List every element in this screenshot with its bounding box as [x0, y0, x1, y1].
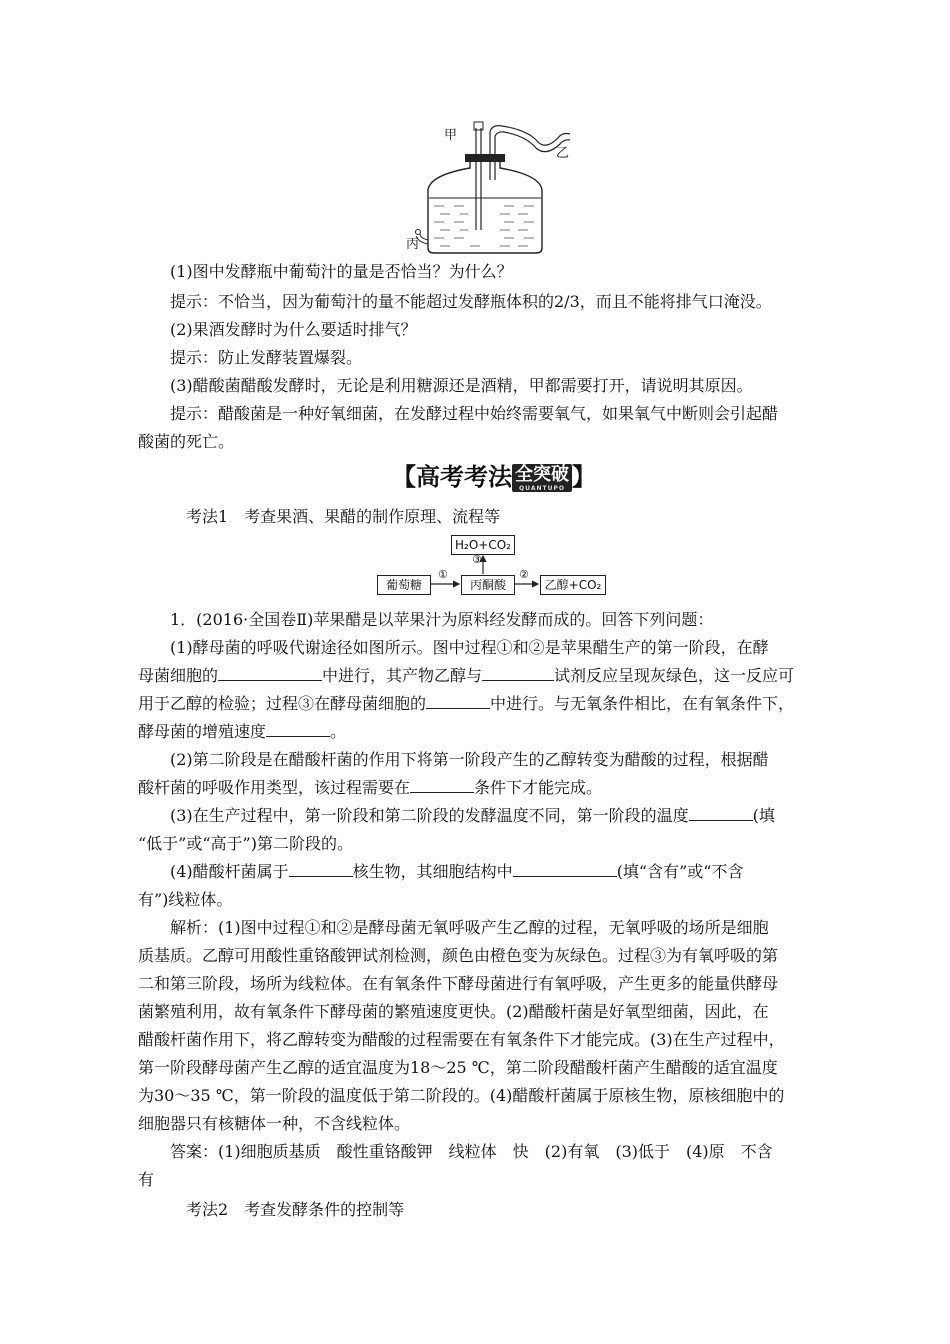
problem-1-stem: 1．(2016·全国卷Ⅱ)苹果醋是以苹果汁为原料经发酵而成的。回答下列问题：: [170, 610, 714, 629]
hint-3: 提示：醋酸菌是一种好氧细菌，在发酵过程中始终需要氧气，如果氧气中断则会引起醋: [170, 404, 779, 423]
answer-blank[interactable]: [410, 778, 474, 793]
fermentation-bottle-figure: [410, 120, 580, 255]
banner-close-bracket: 】: [572, 463, 596, 491]
banner-title: 高考考法: [416, 463, 512, 491]
text-segment: 母菌细胞的: [138, 666, 219, 685]
explanation-line-8: 细胞器只有核糖体一种，不含线粒体。: [138, 1114, 411, 1133]
problem-1-part2-line2: [138, 778, 602, 798]
flow-box-h2o-co2: H₂O+CO₂: [451, 535, 515, 555]
banner-open-bracket: 【: [392, 463, 416, 491]
hint-3-cont: 酸菌的死亡。: [138, 432, 235, 451]
explanation-line-3: 二和第三阶段，场所为线粒体。在有氧条件下酵母菌进行有氧呼吸，产生更多的能量供酵母: [138, 974, 779, 993]
flow-box-pyruvate: 丙酮酸: [461, 575, 515, 595]
hint-1: 提示：不恰当，因为葡萄汁的量不能超过发酵瓶体积的2/3，而且不能将排气口淹没。: [170, 292, 772, 311]
problem-1-part1: (1)酵母菌的呼吸代谢途径如图所示。图中过程①和②是苹果醋生产的第一阶段，在酵: [170, 638, 769, 657]
text-segment: (4)醋酸杆菌属于: [170, 862, 289, 881]
problem-1-part3-line2: “低于”或“高于”)第二阶段的。: [138, 834, 353, 853]
text-segment: (填: [752, 806, 775, 825]
problem-1-part2: (2)第二阶段是在醋酸杆菌的作用下将第一阶段产生的乙醇转变为醋酸的过程，根据醋: [170, 750, 769, 769]
explanation-line-6: 第一阶段酵母菌产生乙醇的适宜温度为18～25 ℃，第二阶段醋酸杆菌产生醋酸的适宜温度: [138, 1058, 778, 1077]
answer-blank[interactable]: [689, 806, 753, 821]
text-segment: 试剂反应呈现灰绿色，这一反应可: [554, 666, 795, 685]
question-1: (1)图中发酵瓶中葡萄汁的量是否恰当？为什么？: [170, 262, 513, 281]
answer-blank[interactable]: [513, 862, 617, 877]
answer-blank[interactable]: [289, 862, 353, 877]
method-1-heading: 考法1 考查果酒、果醋的制作原理、流程等: [186, 507, 501, 526]
problem-1-part1-line3: [138, 694, 794, 714]
text-segment: 中进行，其产物乙醇与: [322, 666, 483, 685]
flow-box-glucose: 葡萄糖: [377, 575, 431, 595]
banner-badge: [512, 464, 572, 492]
label-jia: 甲: [444, 128, 458, 143]
explanation-line-4: 菌繁殖利用，故有氧条件下酵母菌的繁殖速度更快。(2)醋酸杆菌是好氧型细菌，因此，在: [138, 1002, 769, 1021]
banner-badge-text: 全突破: [515, 464, 569, 485]
flow-step-2: ②: [519, 568, 529, 581]
answer-line-1: 答案：(1)细胞质基质 酸性重铬酸钾 线粒体 快 (2)有氧 (3)低于 (4)原 不含: [170, 1142, 773, 1161]
explanation-line-2: 质基质。乙醇可用酸性重铬酸钾试剂检测，颜色由橙色变为灰绿色。过程③为有氧呼吸的第: [138, 946, 779, 965]
problem-1-part4: [170, 862, 743, 882]
flow-step-3: ③: [472, 553, 482, 566]
explanation-line-7: 为30～35 ℃，第一阶段的温度低于第二阶段的。(4)醋酸杆菌属于原核生物，原核细胞中的: [138, 1086, 785, 1105]
explanation-line-5: 醋酸杆菌作用下，将乙醇转变为醋酸的过程需要在有氧条件下才能完成。(3)在生产过程中，: [138, 1030, 785, 1049]
question-3: (3)醋酸菌醋酸发酵时，无论是利用糖源还是酒精，甲都需要打开，请说明其原因。: [170, 376, 753, 395]
text-segment: 酵母菌的增殖速度: [138, 722, 267, 741]
label-bing: 丙: [406, 237, 420, 252]
answer-line-2: 有: [138, 1170, 155, 1189]
label-yi: 乙: [556, 146, 570, 161]
section-banner: [392, 459, 596, 495]
text-segment: 用于乙醇的检验；过程③在酵母菌细胞的: [138, 694, 427, 713]
text-segment: 条件下才能完成。: [474, 778, 603, 797]
banner-badge-sub: QUANTUPO: [519, 485, 565, 492]
text-segment: 。: [330, 722, 347, 741]
hint-2: 提示：防止发酵装置爆裂。: [170, 348, 363, 367]
problem-1-part4-line2: 有”)线粒体。: [138, 890, 233, 909]
question-2: (2)果酒发酵时为什么要适时排气？: [170, 320, 417, 339]
answer-blank[interactable]: [482, 666, 554, 681]
text-segment: (填“含有”或“不含: [616, 862, 744, 881]
explanation-line-1: 解析：(1)图中过程①和②是酵母菌无氧呼吸产生乙醇的过程，无氧呼吸的场所是细胞: [170, 918, 769, 937]
text-segment: 酸杆菌的呼吸作用类型，该过程需要在: [138, 778, 411, 797]
problem-1-part1-line4: [138, 722, 346, 742]
flow-box-ethanol-co2: 乙醇+CO₂: [540, 575, 606, 595]
text-segment: 核生物，其细胞结构中: [352, 862, 513, 881]
flow-step-1: ①: [438, 568, 448, 581]
answer-blank[interactable]: [218, 666, 322, 681]
answer-blank[interactable]: [426, 694, 490, 709]
text-segment: 中进行。与无氧条件相比，在有氧条件下，: [490, 694, 795, 713]
text-segment: (3)在生产过程中，第一阶段和第二阶段的发酵温度不同，第一阶段的温度: [170, 806, 689, 825]
problem-1-part1-line2: [138, 666, 794, 686]
problem-1-part3: [170, 806, 775, 826]
answer-blank[interactable]: [266, 722, 330, 737]
method-2-heading: 考法2 考查发酵条件的控制等: [186, 1200, 405, 1219]
